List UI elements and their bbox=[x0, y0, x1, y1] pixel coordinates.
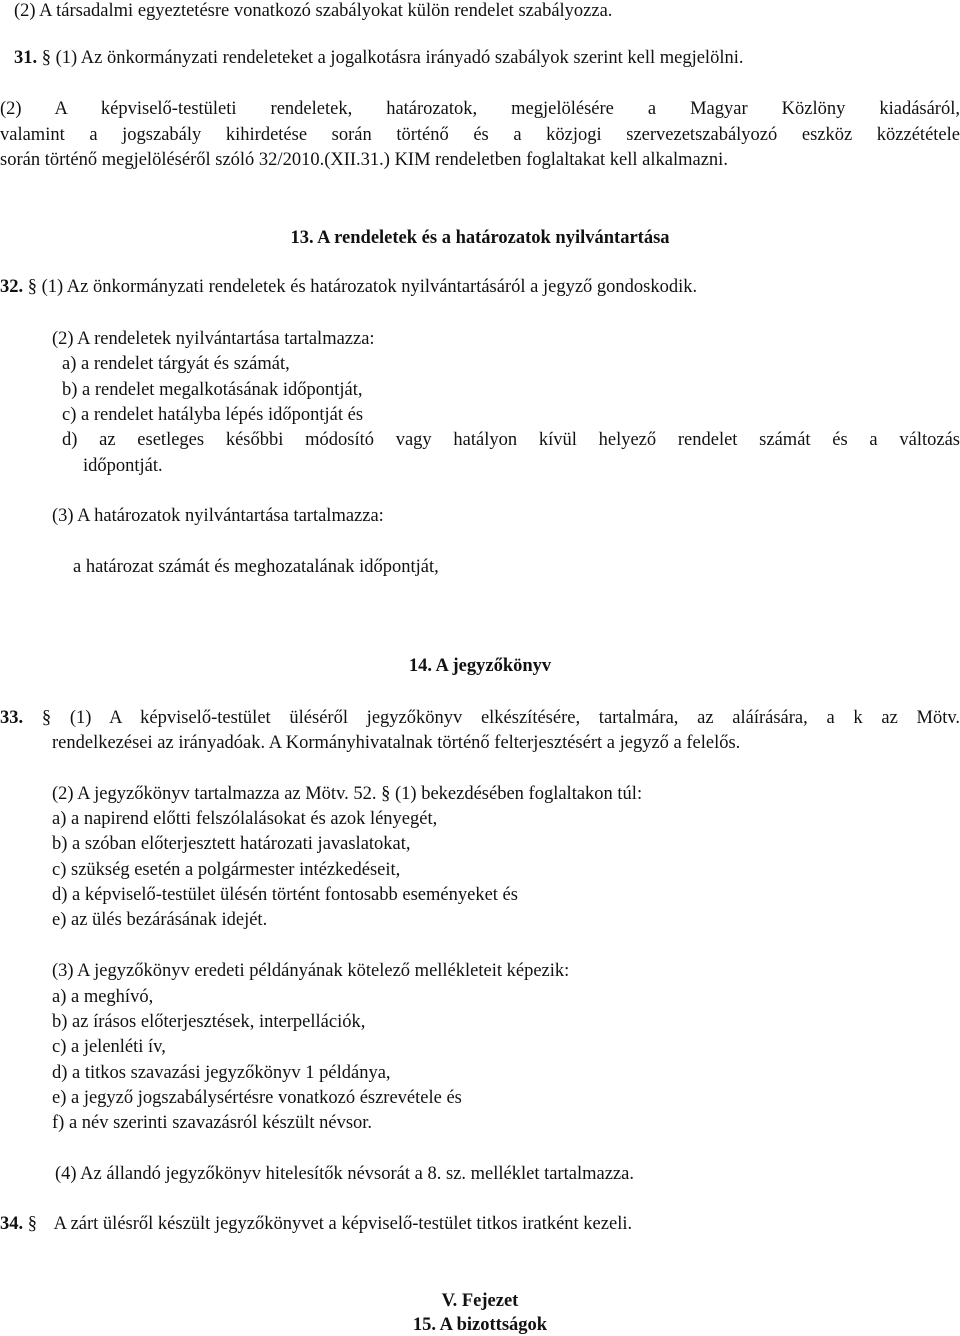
paragraph-line: (2) A képviselő-testületi rendeletek, határozatok, megjelölésére a Magyar Közlöny kiadásáról, bbox=[0, 99, 960, 119]
list-item: f) a név szerinti szavazásról készült névsor. bbox=[52, 1113, 373, 1133]
section-sign: § bbox=[27, 277, 37, 297]
section-number: 32. bbox=[0, 277, 24, 297]
list-item: d) az esetleges későbbi módosító vagy hatályon kívül helyező rendelet számát és a változás bbox=[62, 430, 960, 450]
paragraph: (2) A társadalmi egyeztetésre vonatkozó szabályokat külön rendelet szabályozza. bbox=[14, 1, 613, 21]
list-item: a) a rendelet tárgyát és számát, bbox=[62, 354, 290, 374]
list-item: d) a titkos szavazási jegyzőkönyv 1 példánya, bbox=[52, 1063, 391, 1083]
section-number: 34. bbox=[0, 1214, 24, 1234]
list-item: d) a képviselő-testület ülésén történt fontosabb eseményeket és bbox=[52, 885, 518, 905]
section-heading: 15. A bizottságok bbox=[412, 1315, 548, 1335]
list-item: b) a szóban előterjesztett határozati javaslatokat, bbox=[52, 834, 411, 854]
list-item: a határozat számát és meghozatalának időpontját, bbox=[73, 557, 439, 577]
paragraph-line: valamint a jogszabály kihirdetése során történő és a közjogi szervezetszabályozó eszköz közzététele bbox=[0, 125, 960, 145]
paragraph: (1) Az önkormányzati rendeleteket a jogalkotásra irányadó szabályok szerint kell megjelölni. bbox=[55, 48, 744, 68]
list-item: c) szükség esetén a polgármester intézkedéseit, bbox=[52, 860, 401, 880]
paragraph: (3) A jegyzőkönyv eredeti példányának kötelező mellékleteit képezik: bbox=[52, 961, 570, 981]
section-sign: § bbox=[41, 708, 52, 728]
paragraph: A zárt ülésről készült jegyzőkönyvet a képviselő-testület titkos iratként kezeli. bbox=[53, 1214, 633, 1234]
list-item: c) a jelenléti ív, bbox=[52, 1037, 166, 1057]
list-item: b) a rendelet megalkotásának időpontját, bbox=[62, 380, 363, 400]
chapter-heading: V. Fejezet bbox=[441, 1291, 519, 1311]
section-sign: § bbox=[41, 48, 51, 68]
paragraph: (1) Az önkormányzati rendeletek és határozatok nyilvántartásáról a jegyző gondoskodik. bbox=[41, 277, 698, 297]
paragraph-line: rendelkezései az irányadóak. A Kormányhivatalnak történő felterjesztésért a jegyző a felelős. bbox=[52, 733, 741, 753]
section-34 bbox=[0, 1213, 632, 1235]
list-item: e) a jegyző jogszabálysértésre vonatkozó észrevétele és bbox=[52, 1088, 462, 1108]
list-item: a) a napirend előtti felszólalásokat és azok lényegét, bbox=[52, 809, 438, 829]
section-31 bbox=[14, 47, 743, 69]
section-heading: 14. A jegyzőkönyv bbox=[408, 656, 552, 676]
section-33-line1 bbox=[0, 707, 960, 729]
paragraph: (3) A határozatok nyilvántartása tartalmazza: bbox=[52, 506, 384, 526]
section-sign: § bbox=[27, 1214, 37, 1234]
paragraph: (4) Az állandó jegyzőkönyv hitelesítők névsorát a 8. sz. melléklet tartalmazza. bbox=[55, 1164, 634, 1184]
list-item: a) a meghívó, bbox=[52, 987, 154, 1007]
list-item: b) az írásos előterjesztések, interpellációk, bbox=[52, 1012, 366, 1032]
section-number: 33. bbox=[0, 708, 24, 728]
paragraph: (2) A jegyzőkönyv tartalmazza az Mötv. 52. § (1) bekezdésében foglaltakon túl: bbox=[52, 784, 643, 804]
section-heading: 13. A rendeletek és a határozatok nyilvántartása bbox=[290, 228, 670, 248]
paragraph: (1) A képviselő-testület üléséről jegyzőkönyv elkészítésére, tartalmára, az aláírására, a k az Mötv. bbox=[69, 708, 960, 728]
list-item: e) az ülés bezárásának idejét. bbox=[52, 910, 268, 930]
paragraph: (2) A rendeletek nyilvántartása tartalmazza: bbox=[52, 329, 375, 349]
section-number: 31. bbox=[14, 48, 38, 68]
paragraph-line: során történő megjelöléséről szóló 32/2010.(XII.31.) KIM rendeletben foglaltakat kell alkalmazni. bbox=[0, 150, 728, 170]
section-32 bbox=[0, 276, 697, 298]
list-item-continuation: időpontját. bbox=[83, 456, 163, 476]
list-item: c) a rendelet hatályba lépés időpontját és bbox=[62, 405, 364, 425]
